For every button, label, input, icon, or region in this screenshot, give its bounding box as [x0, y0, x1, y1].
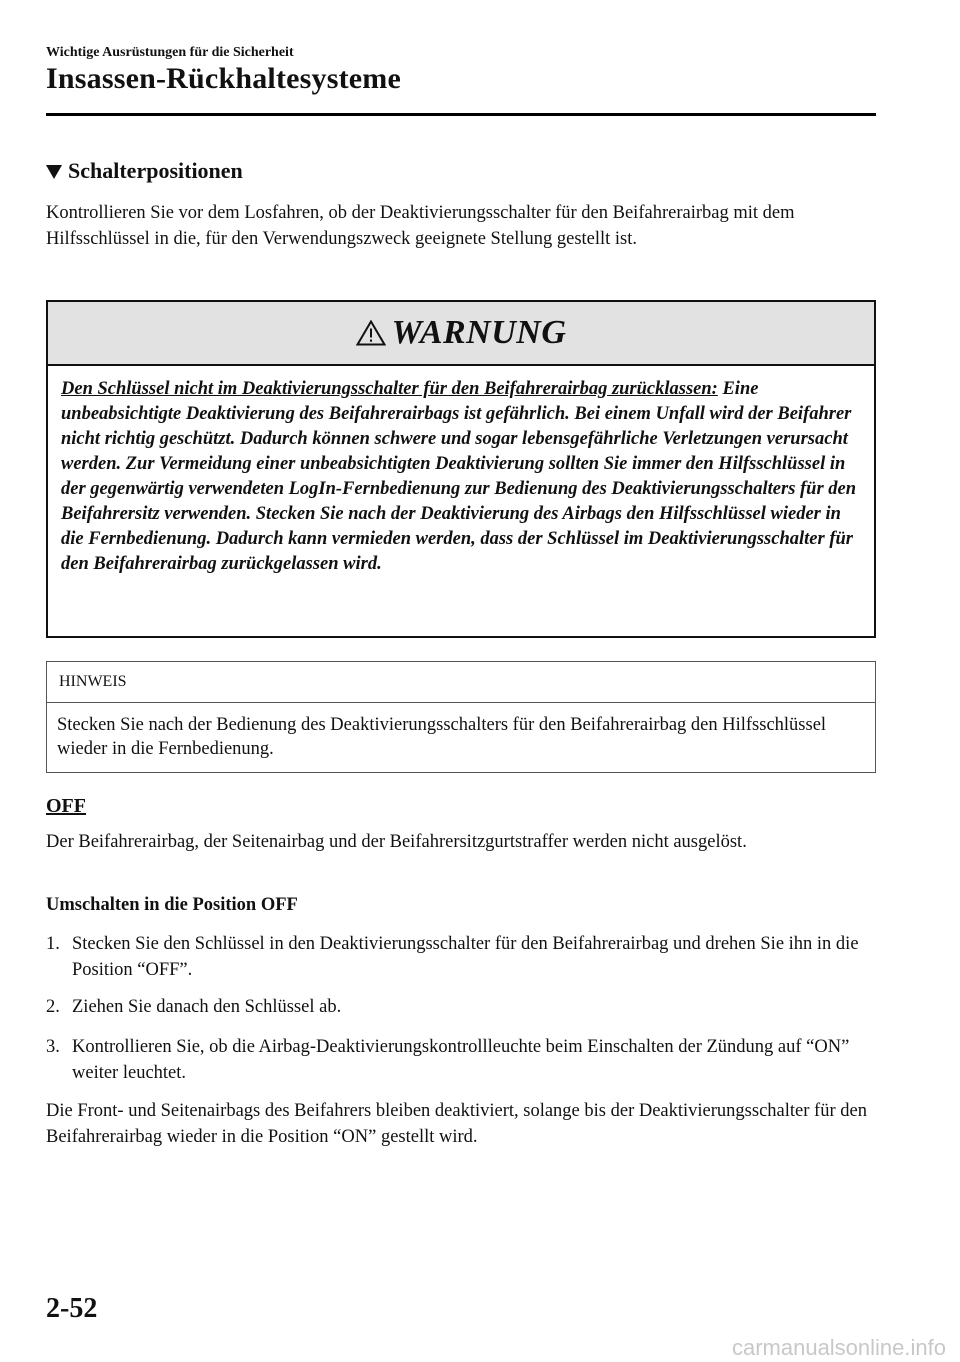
- warning-box: [46, 300, 876, 638]
- warning-lead: Den Schlüssel nicht im Deaktivierungsschalter für den Beifahrerairbag zurücklassen:: [61, 379, 718, 399]
- warning-body: [48, 366, 874, 577]
- off-heading: OFF: [46, 795, 86, 817]
- watermark: carmanualsonline.info: [731, 1335, 946, 1360]
- step-number: 2.: [46, 997, 60, 1017]
- intro-paragraph: Kontrollieren Sie vor dem Losfahren, ob der Deaktivierungsschalter für den Beifahrerairbag mit dem Hilfsschlüssel in die, für den Verwendungszweck geeignete Stellung gestellt ist.: [46, 203, 795, 249]
- step-number: 1.: [46, 934, 60, 954]
- list-item: [46, 994, 876, 1020]
- warning-triangle-icon: [356, 320, 386, 346]
- step-text: Ziehen Sie danach den Schlüssel ab.: [72, 997, 342, 1017]
- warning-header: [48, 302, 874, 366]
- procedure-heading: Umschalten in die Position OFF: [46, 895, 298, 915]
- section-heading: [46, 158, 243, 184]
- off-description: Der Beifahrerairbag, der Seitenairbag und der Beifahrersitzgurtstraffer werden nicht ausgelöst.: [46, 832, 747, 852]
- step-text: Kontrollieren Sie, ob die Airbag-Deaktivierungskontrollleuchte beim Einschalten der Zündung auf “ON” weiter leuchtet.: [72, 1037, 850, 1083]
- note-body: Stecken Sie nach der Bedienung des Deaktivierungsschalters für den Beifahrerairbag den Hilfsschlüssel wieder in die Fernbedienung.: [57, 715, 827, 759]
- note-title: HINWEIS: [47, 662, 875, 703]
- step-text: Stecken Sie den Schlüssel in den Deaktivierungsschalter für den Beifahrerairbag und drehen Sie ihn in die Position “OFF”.: [72, 934, 859, 980]
- section-heading-text: Schalterpositionen: [68, 158, 243, 183]
- list-item: [46, 1034, 876, 1086]
- list-item: [46, 931, 876, 983]
- closing-paragraph: Die Front- und Seitenairbags des Beifahrers bleiben deaktiviert, solange bis der Deaktivierungsschalter für den Beifahrerairbag wieder in die Position “ON” gestellt wird.: [46, 1101, 867, 1147]
- warning-title: WARNUNG: [391, 314, 567, 351]
- running-head: Wichtige Ausrüstungen für die Sicherheit: [46, 45, 294, 60]
- chapter-title: Insassen-Rückhaltesysteme: [46, 62, 402, 95]
- header-rule: [46, 113, 876, 116]
- step-number: 3.: [46, 1037, 60, 1057]
- note-box: [46, 661, 876, 773]
- warning-text: Eine unbeabsichtigte Deaktivierung des Beifahrerairbags ist gefährlich. Bei einem Unfall wird der Beifahrer nicht richtig geschützt. Dadurch können schwere und sogar lebensgefährliche Verletzungen verursacht werden. Zur Vermeidung einer unbeabsichtigten Deaktivierung sollten Sie immer den Hilfsschlüssel in der gegenwärtig verwendeten LogIn-Fernbedienung zur Bedienung des Deaktivierungsschalters für den Beifahrersitz verwenden. Stecken Sie nach der Deaktivierung des Airbags den Hilfsschlüssel wieder in die Fernbedienung. Dadurch kann vermieden werden, dass der Schlüssel im Deaktivierungsschalter für den Beifahrerairbag zurückgelassen wird.: [61, 379, 857, 574]
- triangle-down-icon: [46, 165, 62, 179]
- page-number: 2-52: [46, 1293, 98, 1324]
